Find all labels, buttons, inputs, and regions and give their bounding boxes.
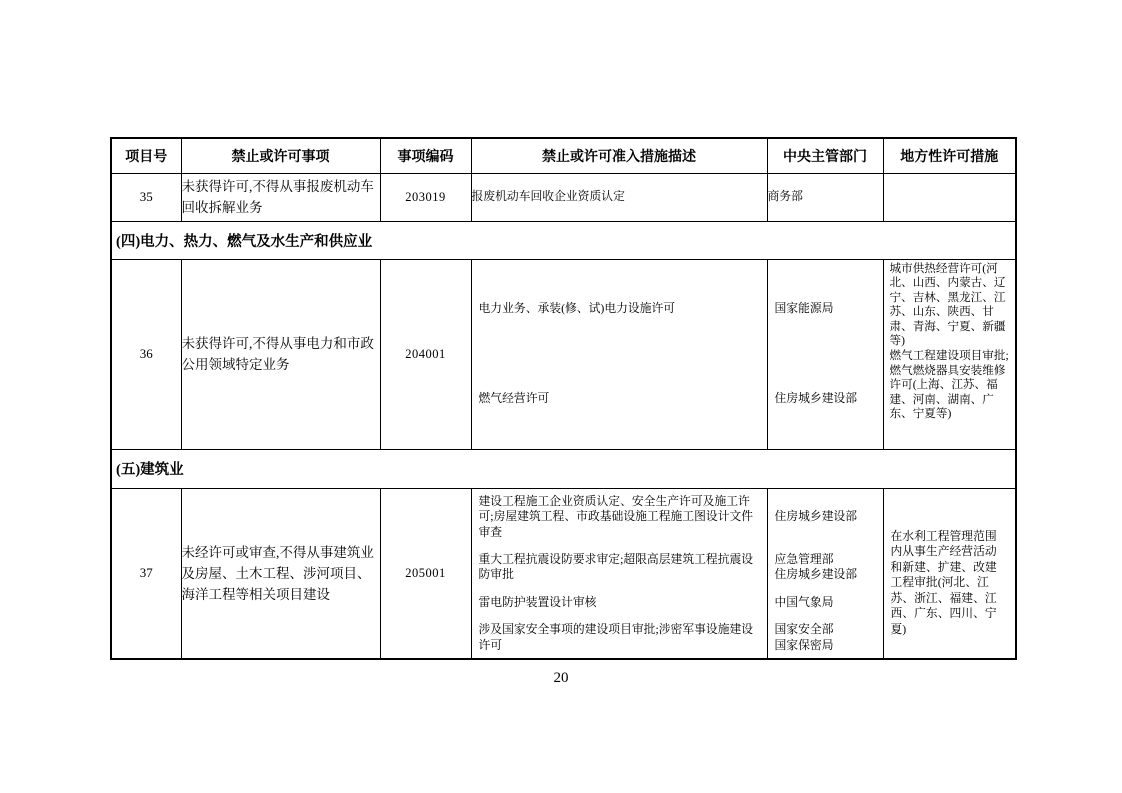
measure-desc: 电力业务、承装(修、试)电力设施许可 [478,301,676,316]
item-code: 205001 [380,488,471,659]
measure-desc-cell [471,488,767,659]
section-row-5 [111,449,1016,488]
local-measure: 城市供热经营许可(河北、山西、内蒙古、辽宁、吉林、黑龙江、江苏、山东、陕西、甘肃、青海、宁夏、新疆等) [889,261,1006,348]
col-header-measures: 禁止或许可准入措施描述 [471,138,767,173]
item-no: 36 [111,259,181,449]
page-number: 20 [553,670,569,686]
col-header-dept: 中央主管部门 [767,138,883,173]
local-measure: 燃气工程建设项目审批;燃气燃烧器具安装维修许可(上海、江苏、福建、河南、湖南、广东、宁夏等) [889,349,1009,421]
access-measures-table [110,137,1017,660]
dept-name: 住房城乡建设部 [774,567,858,582]
table-row-35 [111,173,1016,221]
dept-name: 国家安全部 [774,622,834,637]
table-row-37 [111,488,1016,659]
dept-group [775,622,876,654]
local-measures-empty [883,173,1016,221]
dept-name: 住房城乡建设部 [774,391,858,406]
dept-name: 住房城乡建设部 [774,509,858,523]
dept-group [775,551,876,583]
measure-desc: 重大工程抗震设防要求审定;超限高层建筑工程抗震设防审批 [478,551,754,582]
item-no: 35 [111,173,181,221]
dept-name: 国家保密局 [774,637,834,652]
dept-group [775,594,876,611]
item-code: 204001 [380,259,471,449]
item-code: 203019 [380,173,471,221]
section-title: (五)建筑业 [111,449,1016,488]
dept-group [775,493,876,541]
dept-name: 应急管理部 [774,551,834,566]
col-header-item-no: 项目号 [111,138,181,173]
item-matter: 未经许可或审查,不得从事建筑业及房屋、土木工程、涉河项目、海洋工程等相关项目建设 [181,488,380,659]
local-measures-cell [883,488,1016,659]
table-header-row [111,138,1016,173]
local-measure: 在水利工程管理范围内从事生产经营活动和新建、扩建、改建工程审批(河北、江苏、浙江、福建、江西、广东、四川、宁夏) [890,528,997,636]
dept-name: 商务部 [767,173,883,221]
measure-desc: 报废机动车回收企业资质认定 [471,173,767,221]
measure-desc: 燃气经营许可 [478,391,550,406]
local-measures-cell [883,259,1016,449]
measure-desc: 雷电防护装置设计审核 [478,594,597,609]
item-no: 37 [111,488,181,659]
dept-name: 中国气象局 [774,594,834,609]
item-matter: 未获得许可,不得从事电力和市政公用领域特定业务 [181,259,380,449]
dept-cell [767,488,883,659]
col-header-local: 地方性许可措施 [883,138,1016,173]
section-row-4 [111,221,1016,259]
section-title: (四)电力、热力、燃气及水生产和供应业 [111,221,1016,259]
col-header-code: 事项编码 [380,138,471,173]
col-header-matter: 禁止或许可事项 [181,138,380,173]
dept-name: 国家能源局 [774,301,834,316]
table-row-36 [111,259,1016,449]
item-matter: 未获得许可,不得从事报废机动车回收拆解业务 [181,173,380,221]
measure-desc: 涉及国家安全事项的建设项目审批;涉密军事设施建设许可 [478,622,754,652]
measure-desc: 建设工程施工企业资质认定、安全生产许可及施工许可;房屋建筑工程、市政基础设施工程施工图设计文件审查 [478,493,754,539]
measure-desc-cell [471,259,767,449]
dept-cell [767,259,883,449]
